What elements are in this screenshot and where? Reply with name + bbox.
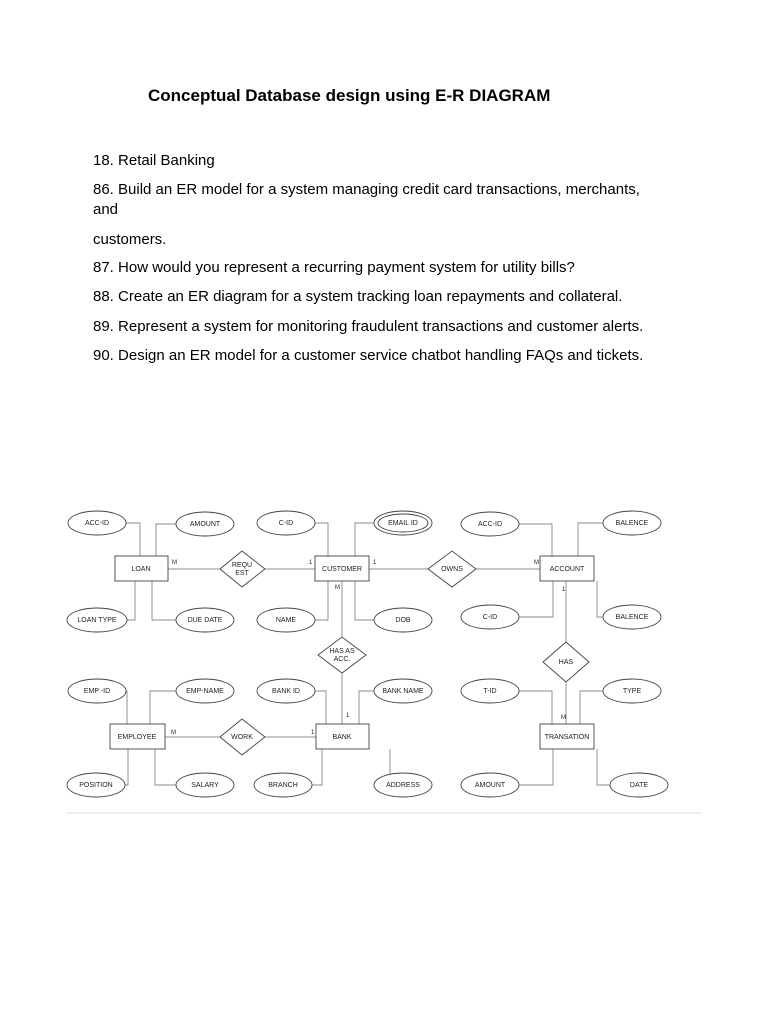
attribute-name	[257, 608, 315, 632]
cardinality-label: M	[172, 560, 177, 566]
attribute-c-id	[461, 605, 519, 629]
svg-text:WORK: WORK	[231, 734, 253, 741]
svg-text:T-ID: T-ID	[483, 688, 497, 695]
relationship-has-acc	[318, 637, 366, 673]
attribute-emp-id	[68, 679, 126, 703]
svg-text:C-ID: C-ID	[482, 614, 498, 621]
attribute-date	[610, 773, 668, 797]
entity-transaction	[540, 724, 594, 749]
svg-text:CUSTOMER: CUSTOMER	[322, 566, 362, 573]
svg-text:C-ID: C-ID	[278, 520, 294, 527]
entity-employee	[110, 724, 165, 749]
attribute-address	[374, 773, 432, 797]
cardinality-label: 1	[373, 560, 377, 566]
attribute-branch	[254, 773, 312, 797]
svg-text:DATE: DATE	[629, 782, 649, 789]
svg-text:DOB: DOB	[395, 617, 411, 624]
attribute-balence	[603, 605, 661, 629]
svg-text:EMAIL ID: EMAIL ID	[388, 520, 418, 527]
svg-text:OWNS: OWNS	[441, 566, 463, 573]
attribute-email-id	[374, 511, 432, 535]
svg-text:HAS AS: HAS AS	[329, 648, 355, 655]
svg-text:BANK ID: BANK ID	[271, 688, 301, 695]
svg-text:DUE DATE: DUE DATE	[187, 617, 223, 624]
cardinality-label: M	[534, 560, 539, 566]
svg-text:BANK NAME: BANK NAME	[382, 688, 424, 695]
svg-text:ACC-ID: ACC-ID	[84, 520, 110, 527]
attribute-acc-id	[68, 511, 126, 535]
svg-text:EMP-NAME: EMP-NAME	[186, 688, 224, 695]
svg-text:POSITION: POSITION	[79, 782, 113, 789]
svg-text:ADDRESS: ADDRESS	[386, 782, 420, 789]
attribute-bank-name	[374, 679, 432, 703]
attribute-acc-id	[461, 512, 519, 536]
svg-text:AMOUNT: AMOUNT	[189, 521, 221, 528]
attribute-c-id	[257, 511, 315, 535]
svg-text:LOAN TYPE: LOAN TYPE	[77, 617, 117, 624]
attribute-position	[67, 773, 125, 797]
svg-text:HAS: HAS	[558, 659, 574, 666]
attribute-loan-type	[67, 608, 127, 632]
entity-loan	[115, 556, 168, 581]
svg-text:TRANSATION: TRANSATION	[544, 734, 590, 741]
question-line: 90. Design an ER model for a customer service chatbot handling FAQs and tickets.	[93, 347, 644, 364]
cardinality-label: 1	[346, 713, 350, 719]
svg-text:ACC.: ACC.	[333, 656, 351, 663]
cardinality-labels	[171, 560, 566, 736]
question-line: 89. Represent a system for monitoring fraudulent transactions and customer alerts.	[93, 318, 644, 335]
attribute-balence	[603, 511, 661, 535]
svg-text:TYPE: TYPE	[622, 688, 642, 695]
svg-text:AMOUNT: AMOUNT	[474, 782, 506, 789]
attribute-amount	[461, 773, 519, 797]
cardinality-label: M	[171, 730, 176, 736]
svg-text:REQU: REQU	[231, 562, 253, 569]
cardinality-label: M	[561, 715, 566, 721]
attribute-emp-name	[176, 679, 234, 703]
relationship-request	[220, 551, 265, 587]
question-line: 18. Retail Banking	[93, 152, 215, 169]
svg-text:ACC-ID: ACC-ID	[477, 521, 503, 528]
relationship-has	[543, 642, 589, 682]
relationship-work	[220, 719, 265, 755]
attribute-bank-id	[257, 679, 315, 703]
cardinality-label: 1	[311, 730, 315, 736]
entity-customer	[315, 556, 369, 581]
cardinality-label: 1	[562, 587, 566, 593]
attribute-salary	[176, 773, 234, 797]
cardinality-label: 1	[309, 560, 313, 566]
attribute-amount	[176, 512, 234, 536]
entity-account	[540, 556, 594, 581]
entity-bank	[316, 724, 369, 749]
question-line: 87. How would you represent a recurring payment system for utility bills?	[93, 259, 575, 276]
svg-text:SALARY: SALARY	[191, 782, 219, 789]
svg-text:LOAN: LOAN	[131, 566, 151, 573]
svg-text:EMP -ID: EMP -ID	[83, 688, 111, 695]
svg-text:BANK: BANK	[332, 734, 352, 741]
attribute-due-date	[176, 608, 234, 632]
svg-text:EMPLOYEE: EMPLOYEE	[117, 734, 157, 741]
relationship-owns	[428, 551, 476, 587]
attribute-dob	[374, 608, 432, 632]
attribute-t-id	[461, 679, 519, 703]
question-line: customers.	[93, 231, 167, 248]
question-line: and	[93, 201, 119, 218]
svg-text:ACCOUNT: ACCOUNT	[549, 566, 585, 573]
svg-text:BALENCE: BALENCE	[615, 520, 649, 527]
svg-text:EST: EST	[235, 570, 249, 577]
question-line: 88. Create an ER diagram for a system tracking loan repayments and collateral.	[93, 288, 623, 305]
svg-text:BRANCH: BRANCH	[268, 782, 298, 789]
attribute-type	[603, 679, 661, 703]
page-title: Conceptual Database design using E-R DIAGRAM	[148, 86, 551, 105]
svg-text:NAME: NAME	[275, 617, 297, 624]
cardinality-label: M	[335, 585, 340, 591]
svg-text:BALENCE: BALENCE	[615, 614, 649, 621]
question-line: 86. Build an ER model for a system managing credit card transactions, merchants,	[93, 181, 640, 198]
